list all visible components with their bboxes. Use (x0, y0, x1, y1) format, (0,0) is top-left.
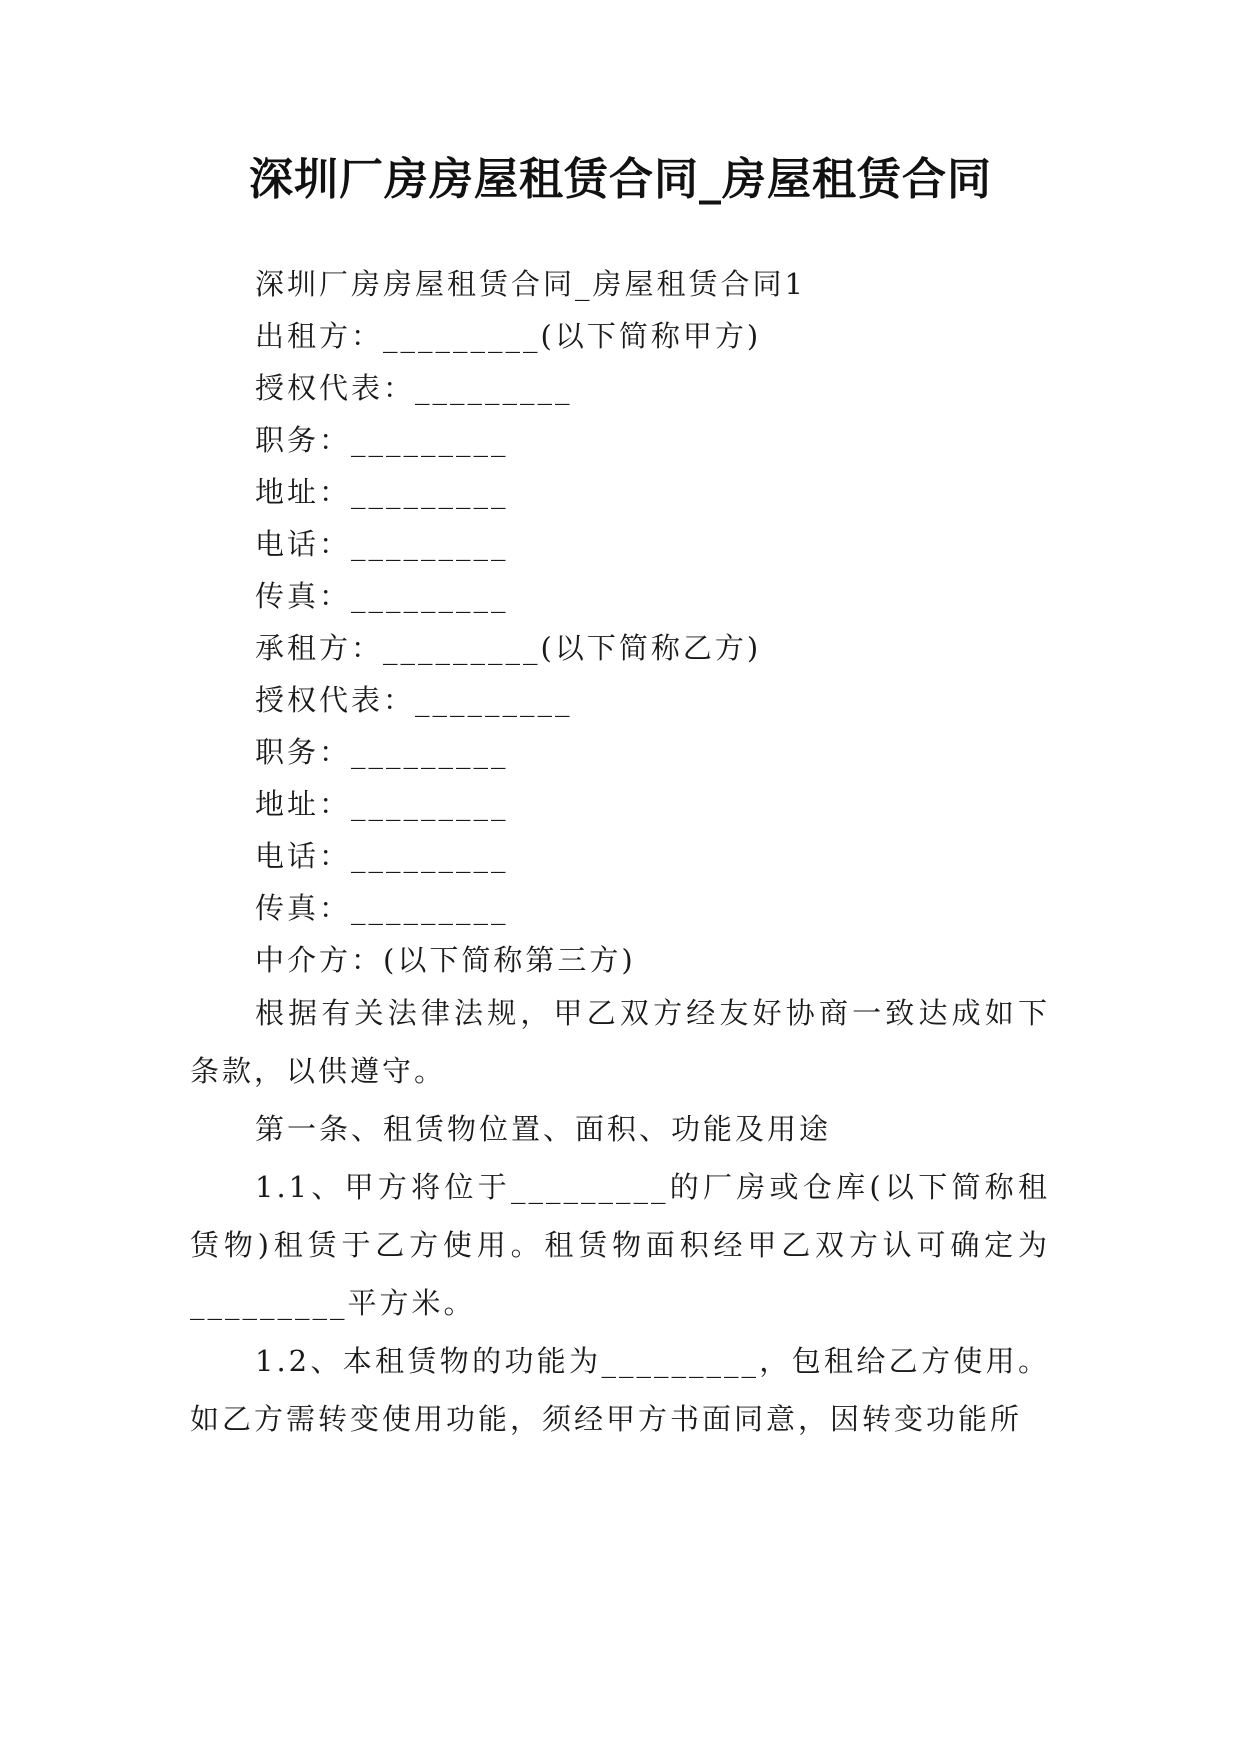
clause-1-2-paragraph: 1.2、本租赁物的功能为_________，包租给乙方使用。如乙方需转变使用功能，须经甲方书面同意，因转变功能所 (190, 1344, 1050, 1436)
lessor-fax-line: 传真：_________ (255, 579, 509, 613)
preamble-paragraph: 根据有关法律法规，甲乙双方经友好协商一致达成如下条款，以供遵守。 (190, 996, 1050, 1088)
lessor-line: 出租方：_________(以下简称甲方) (255, 319, 762, 353)
document-title: 深圳厂房房屋租赁合同_房屋租赁合同 (249, 154, 992, 205)
contract-subtitle: 深圳厂房房屋租赁合同_房屋租赁合同1 (255, 267, 806, 301)
lessee-fax-line: 传真：_________ (255, 891, 509, 925)
agent-line: 中介方：(以下简称第三方) (255, 943, 636, 977)
lessor-representative-line: 授权代表：_________ (255, 371, 573, 405)
lessee-representative-line: 授权代表：_________ (255, 683, 573, 717)
article-one-heading: 第一条、租赁物位置、面积、功能及用途 (255, 1112, 832, 1146)
lessee-phone-line: 电话：_________ (255, 839, 509, 873)
lessor-phone-line: 电话：_________ (255, 527, 509, 561)
lessor-position-line: 职务：_________ (255, 423, 509, 457)
lessee-position-line: 职务：_________ (255, 735, 509, 769)
lessee-line: 承租方：_________(以下简称乙方) (255, 631, 762, 665)
lessor-address-line: 地址：_________ (255, 475, 509, 509)
clause-1-1-paragraph: 1.1、甲方将位于_________的厂房或仓库(以下简称租赁物)租赁于乙方使用。租赁物面积经甲乙双方认可确定为_________平方米。 (190, 1170, 1050, 1320)
lessee-address-line: 地址：_________ (255, 787, 509, 821)
